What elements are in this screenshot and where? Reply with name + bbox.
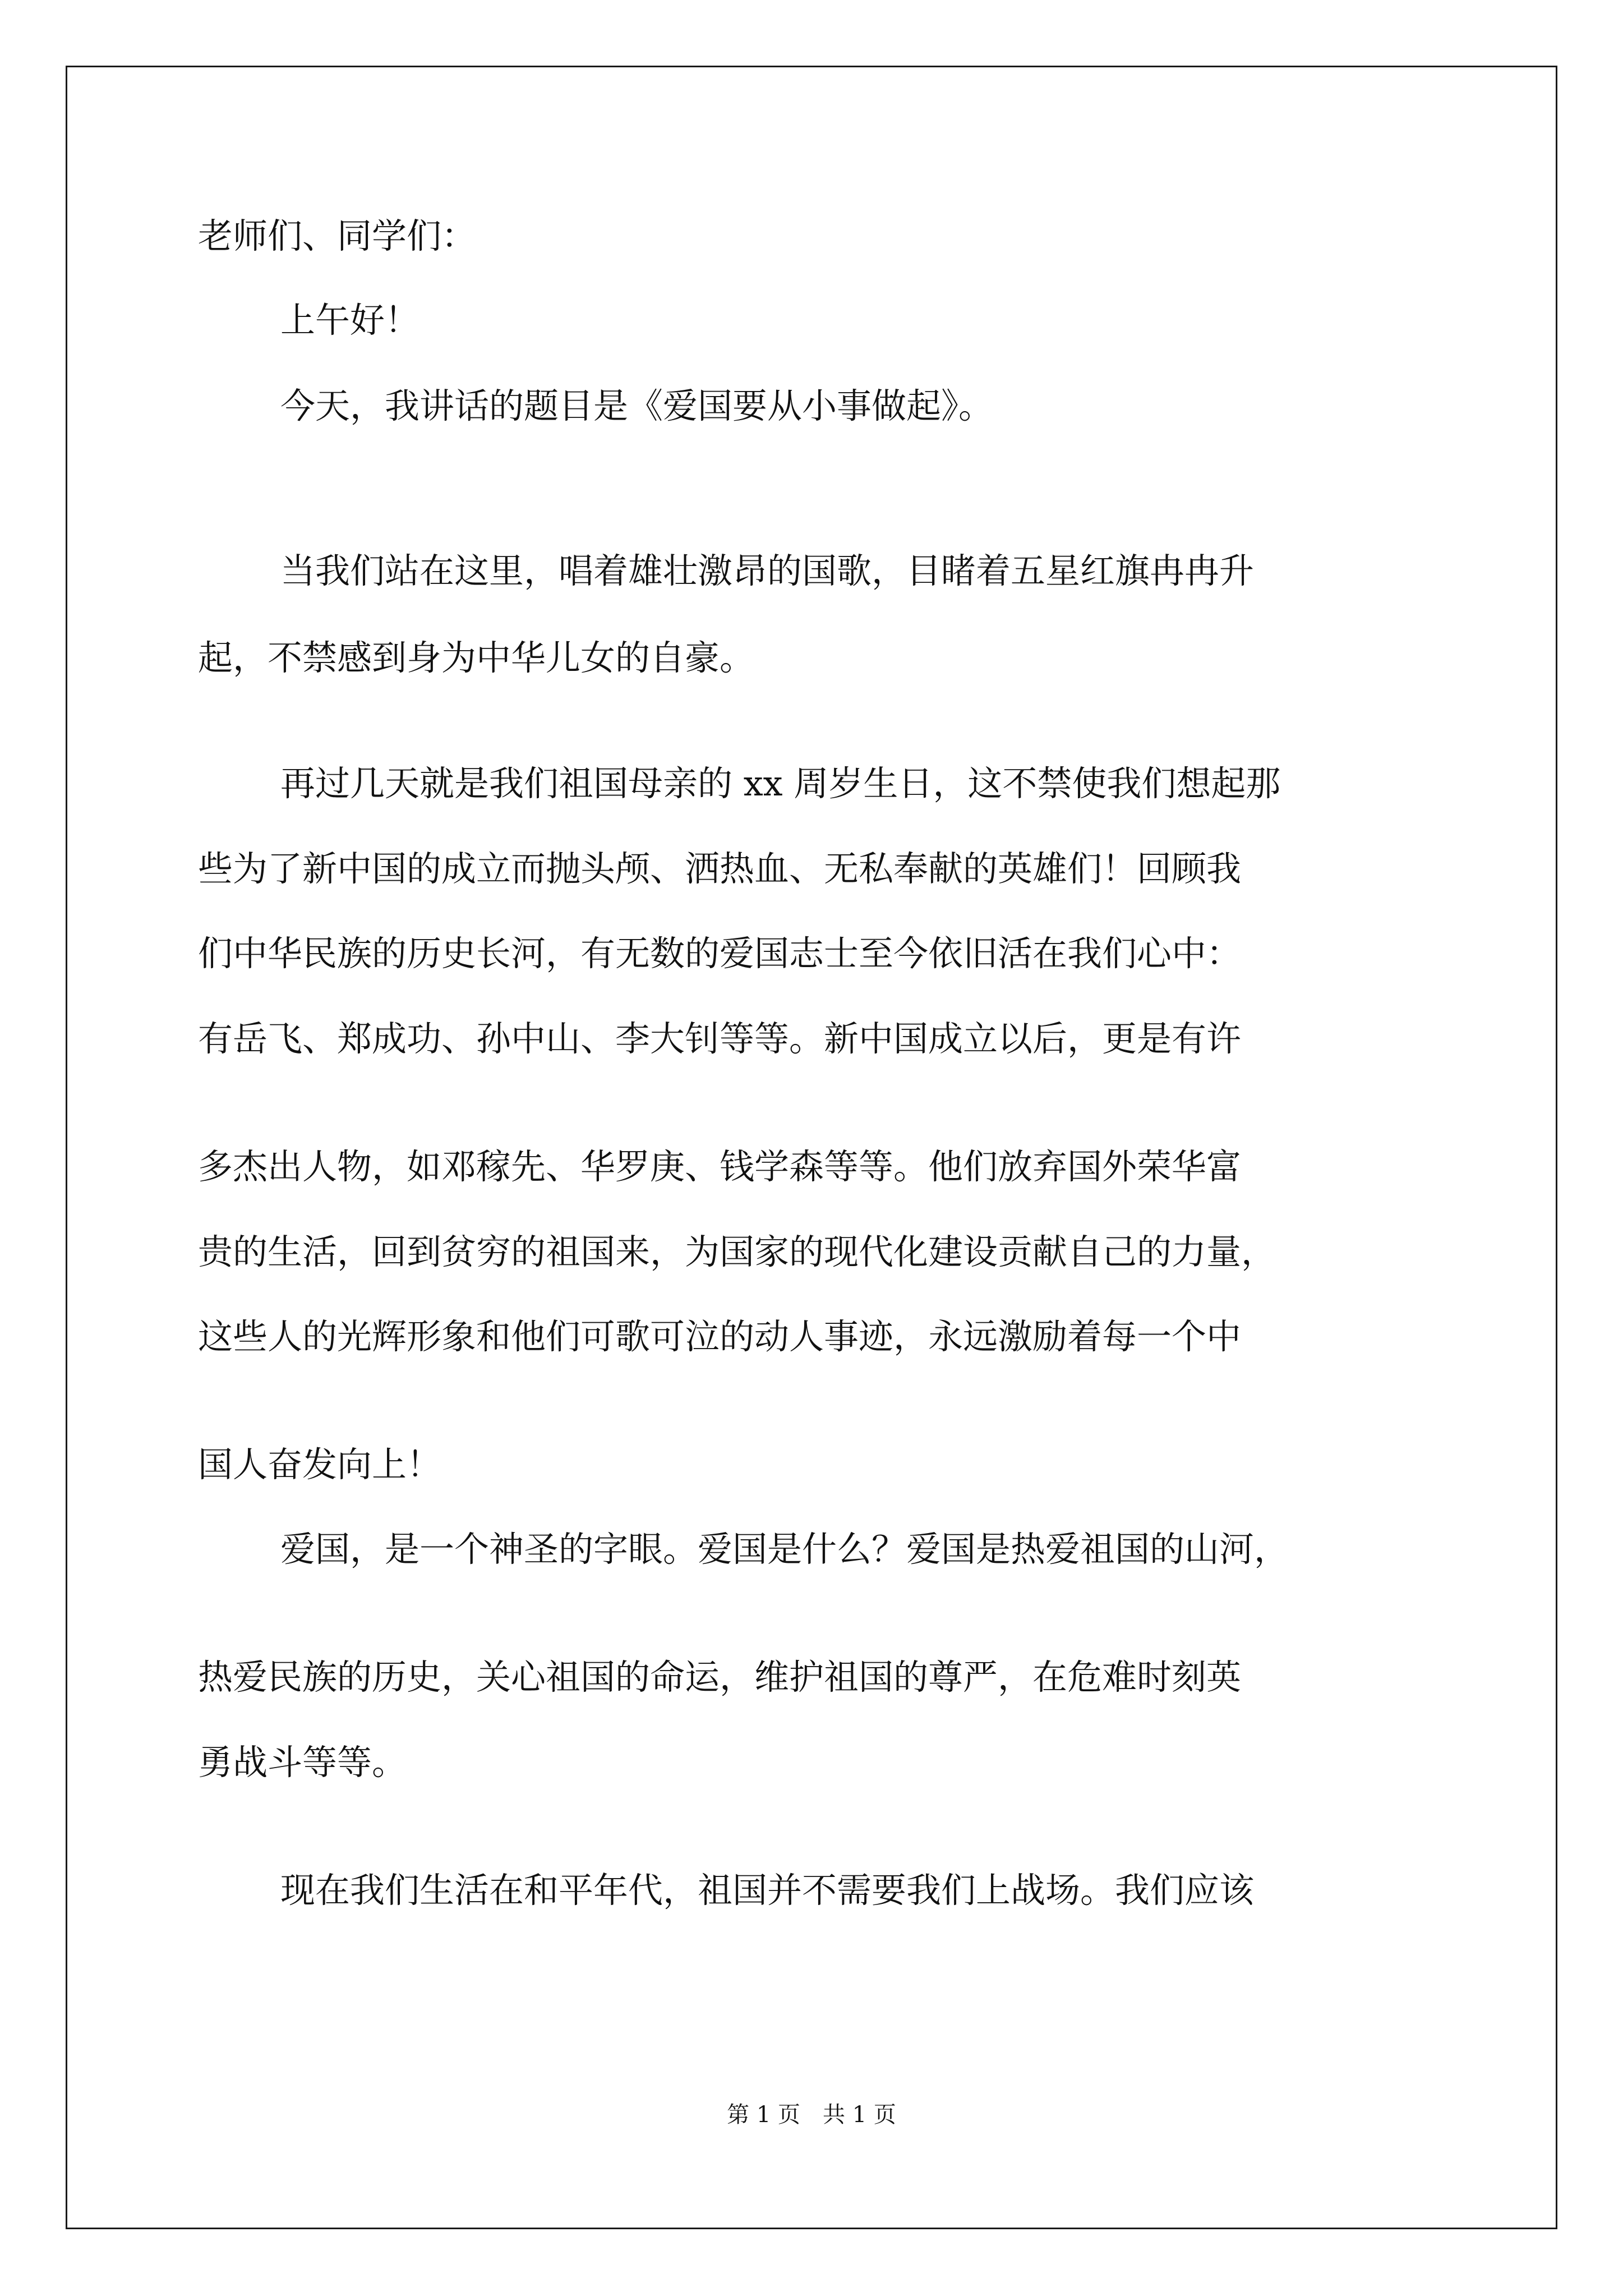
paragraph-line: 国人奋发向上！ [198,1444,442,1485]
paragraph-line: 多杰出人物，如邓稼先、华罗庚、钱学森等等。他们放弃国外荣华富 [198,1146,1242,1187]
paragraph-line: 现在我们生活在和平年代，祖国并不需要我们上战场。我们应该 [280,1870,1255,1911]
paragraph-line: 爱国，是一个神圣的字眼。爱国是什么？爱国是热爱祖国的山河， [280,1529,1289,1570]
salutation-line: 老师们、同学们： [198,215,477,256]
page-number: 第 1 页 共 1 页 [727,2102,896,2128]
paragraph-line: 些为了新中国的成立而抛头颅、洒热血、无私奉献的英雄们！回顾我 [198,848,1242,889]
paragraph-line: 们中华民族的历史长河，有无数的爱国志士至今依旧活在我们心中： [198,933,1242,974]
paragraph-line: 贵的生活，回到贫穷的祖国来，为国家的现代化建设贡献自己的力量， [198,1231,1276,1272]
paragraph-line: 热爱民族的历史，关心祖国的命运，维护祖国的尊严，在危难时刻英 [198,1657,1242,1697]
paragraph-line: 今天，我讲话的题目是《爱国要从小事做起》。 [280,385,994,426]
paragraph-line: 再过几天就是我们祖国母亲的 xx 周岁生日，这不禁使我们想起那 [280,763,1281,804]
paragraph-line: 当我们站在这里，唱着雄壮激昂的国歌，目睹着五星红旗冉冉升 [280,550,1255,591]
paragraph-line: 起，不禁感到身为中华儿女的自豪。 [198,637,755,678]
paragraph-line: 这些人的光辉形象和他们可歌可泣的动人事迹，永远激励着每一个中 [198,1316,1242,1357]
paragraph-line: 勇战斗等等。 [198,1742,407,1783]
paragraph-line: 有岳飞、郑成功、孙中山、李大钊等等。新中国成立以后，更是有许 [198,1018,1242,1059]
greeting-line: 上午好！ [280,300,420,341]
